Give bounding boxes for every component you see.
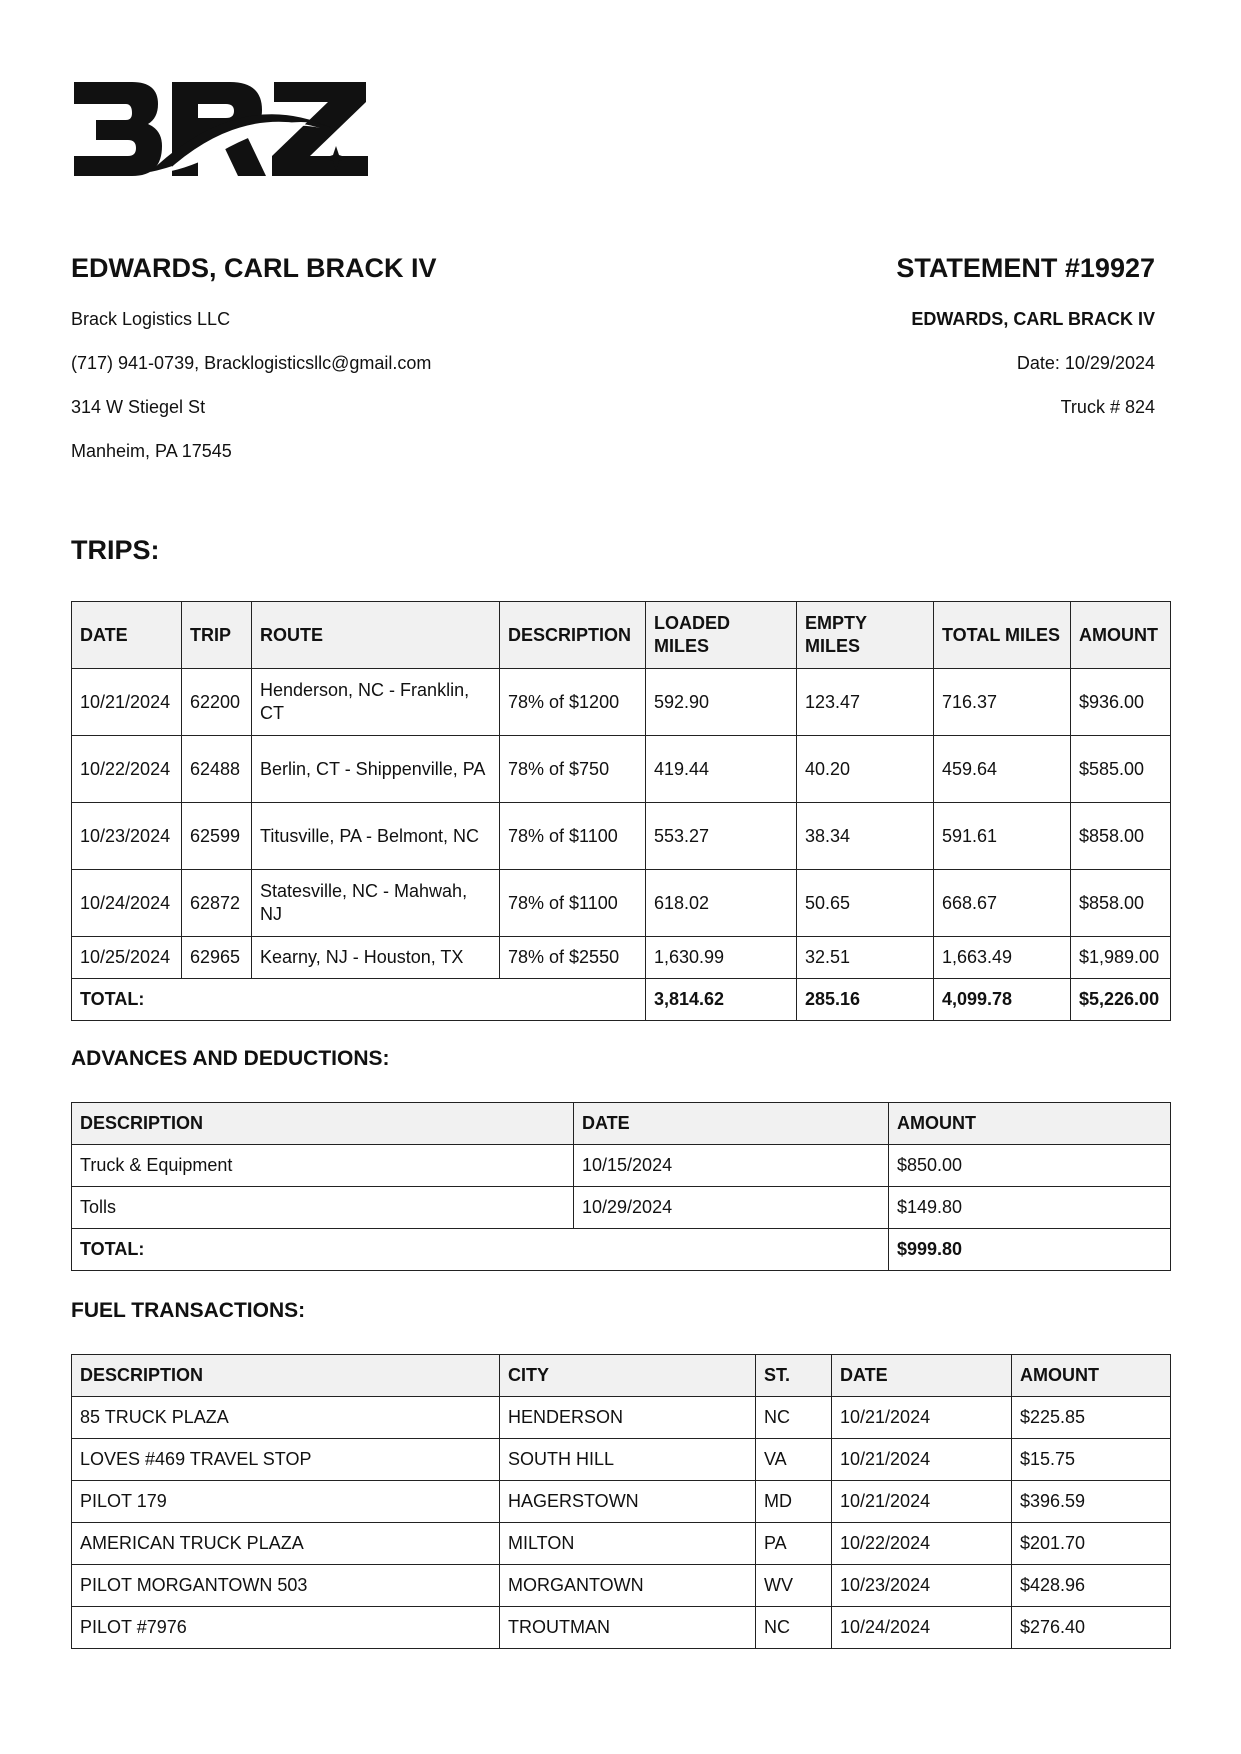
fuel-table [71,1354,1171,1649]
total-label: TOTAL: [72,1229,889,1271]
table-row [72,1397,1171,1439]
table-cell: $585.00 [1071,736,1171,803]
table-cell: 38.34 [797,803,934,870]
table-cell: 78% of $750 [500,736,646,803]
table-cell: 10/29/2024 [574,1187,889,1229]
table-cell: 10/22/2024 [72,736,182,803]
table-row [72,1523,1171,1565]
table-cell: $428.96 [1012,1565,1171,1607]
advances-table [71,1102,1171,1271]
table-cell: 62488 [182,736,252,803]
column-header: ROUTE [252,602,500,669]
table-cell: 10/22/2024 [832,1523,1012,1565]
table-cell: WV [756,1565,832,1607]
table-row [72,870,1171,937]
column-header: AMOUNT [1071,602,1171,669]
table-row [72,1145,1171,1187]
table-cell: 459.64 [934,736,1071,803]
table-cell: 32.51 [797,937,934,979]
table-cell: 85 TRUCK PLAZA [72,1397,500,1439]
column-header: DESCRIPTION [72,1103,574,1145]
column-header: DATE [574,1103,889,1145]
table-cell: NC [756,1397,832,1439]
column-header: DATE [72,602,182,669]
table-cell: 592.90 [646,669,797,736]
column-header: DATE [832,1355,1012,1397]
table-row [72,1565,1171,1607]
truck-number: Truck # 824 [1060,397,1155,417]
table-cell: 10/21/2024 [832,1481,1012,1523]
table-cell: VA [756,1439,832,1481]
table-cell: 10/15/2024 [574,1145,889,1187]
table-cell: NC [756,1607,832,1649]
trips-total-row [72,979,1171,1021]
table-row [72,803,1171,870]
column-header: EMPTY MILES [797,602,934,669]
table-row [72,1187,1171,1229]
table-cell: AMERICAN TRUCK PLAZA [72,1523,500,1565]
column-header: DESCRIPTION [500,602,646,669]
total-miles: 4,099.78 [934,979,1071,1021]
table-cell: HAGERSTOWN [500,1481,756,1523]
table-cell: 1,630.99 [646,937,797,979]
trips-title: TRIPS: [71,535,160,565]
table-cell: MORGANTOWN [500,1565,756,1607]
table-cell: Statesville, NC - Mahwah, NJ [252,870,500,937]
table-cell: $936.00 [1071,669,1171,736]
table-cell: 78% of $1200 [500,669,646,736]
driver-name: EDWARDS, CARL BRACK IV [71,253,437,283]
table-cell: SOUTH HILL [500,1439,756,1481]
table-cell: $858.00 [1071,870,1171,937]
business-name: Brack Logistics LLC [71,309,231,329]
table-row [72,1439,1171,1481]
table-row [72,736,1171,803]
advances-total-row [72,1229,1171,1271]
table-cell: MILTON [500,1523,756,1565]
table-cell: 10/21/2024 [832,1439,1012,1481]
table-cell: $276.40 [1012,1607,1171,1649]
table-cell: MD [756,1481,832,1523]
statement-title: STATEMENT #19927 [896,253,1155,283]
table-header-row [72,602,1171,669]
total-loaded-miles: 3,814.62 [646,979,797,1021]
street-address: 314 W Stiegel St [71,397,206,417]
table-cell: 591.61 [934,803,1071,870]
table-cell: 10/23/2024 [72,803,182,870]
table-cell: 10/24/2024 [832,1607,1012,1649]
table-cell: 40.20 [797,736,934,803]
table-cell: PILOT #7976 [72,1607,500,1649]
total-empty-miles: 285.16 [797,979,934,1021]
table-cell: 668.67 [934,870,1071,937]
table-cell: $396.59 [1012,1481,1171,1523]
table-cell: 78% of $1100 [500,803,646,870]
table-cell: PILOT MORGANTOWN 503 [72,1565,500,1607]
table-row [72,1607,1171,1649]
table-cell: $858.00 [1071,803,1171,870]
table-cell: 78% of $1100 [500,870,646,937]
contact-line: (717) 941-0739, Bracklogisticsllc@gmail.com [71,353,432,373]
table-row [72,669,1171,736]
table-cell: PA [756,1523,832,1565]
column-header: TRIP [182,602,252,669]
column-header: DESCRIPTION [72,1355,500,1397]
table-cell: 10/21/2024 [72,669,182,736]
table-cell: Titusville, PA - Belmont, NC [252,803,500,870]
table-cell: $850.00 [889,1145,1171,1187]
company-info [71,250,671,462]
table-cell: $225.85 [1012,1397,1171,1439]
table-cell: HENDERSON [500,1397,756,1439]
table-cell: 10/21/2024 [832,1397,1012,1439]
fuel-title: FUEL TRANSACTIONS: [71,1299,306,1322]
table-cell: Tolls [72,1187,574,1229]
column-header: ST. [756,1355,832,1397]
city-state-zip: Manheim, PA 17545 [71,441,232,461]
column-header: AMOUNT [1012,1355,1171,1397]
table-cell: $149.80 [889,1187,1171,1229]
table-cell: 553.27 [646,803,797,870]
table-cell: LOVES #469 TRAVEL STOP [72,1439,500,1481]
advances-title: ADVANCES AND DEDUCTIONS: [71,1047,390,1070]
table-cell: TROUTMAN [500,1607,756,1649]
table-cell: Kearny, NJ - Houston, TX [252,937,500,979]
table-cell: $201.70 [1012,1523,1171,1565]
brz-logo [70,76,390,196]
table-cell: 50.65 [797,870,934,937]
total-amount: $5,226.00 [1071,979,1171,1021]
total-amount: $999.80 [889,1229,1171,1271]
table-cell: 10/25/2024 [72,937,182,979]
table-row [72,937,1171,979]
table-cell: 419.44 [646,736,797,803]
table-cell: 1,663.49 [934,937,1071,979]
table-cell: $1,989.00 [1071,937,1171,979]
table-cell: $15.75 [1012,1439,1171,1481]
table-cell: Berlin, CT - Shippenville, PA [252,736,500,803]
table-cell: PILOT 179 [72,1481,500,1523]
table-cell: 716.37 [934,669,1071,736]
table-cell: Henderson, NC - Franklin, CT [252,669,500,736]
table-cell: 10/23/2024 [832,1565,1012,1607]
statement-date: Date: 10/29/2024 [1016,353,1155,373]
table-cell: 62872 [182,870,252,937]
column-header: TOTAL MILES [934,602,1071,669]
column-header: AMOUNT [889,1103,1171,1145]
total-label: TOTAL: [72,979,646,1021]
table-cell: 10/24/2024 [72,870,182,937]
table-cell: 618.02 [646,870,797,937]
table-cell: 62200 [182,669,252,736]
table-header-row [72,1103,1171,1145]
table-header-row [72,1355,1171,1397]
statement-info [635,250,1155,418]
table-cell: 78% of $2550 [500,937,646,979]
table-cell: 123.47 [797,669,934,736]
trips-table [71,601,1171,1021]
column-header: CITY [500,1355,756,1397]
table-cell: 62965 [182,937,252,979]
column-header: LOADED MILES [646,602,797,669]
statement-driver: EDWARDS, CARL BRACK IV [911,309,1155,329]
table-cell: 62599 [182,803,252,870]
table-row [72,1481,1171,1523]
table-cell: Truck & Equipment [72,1145,574,1187]
